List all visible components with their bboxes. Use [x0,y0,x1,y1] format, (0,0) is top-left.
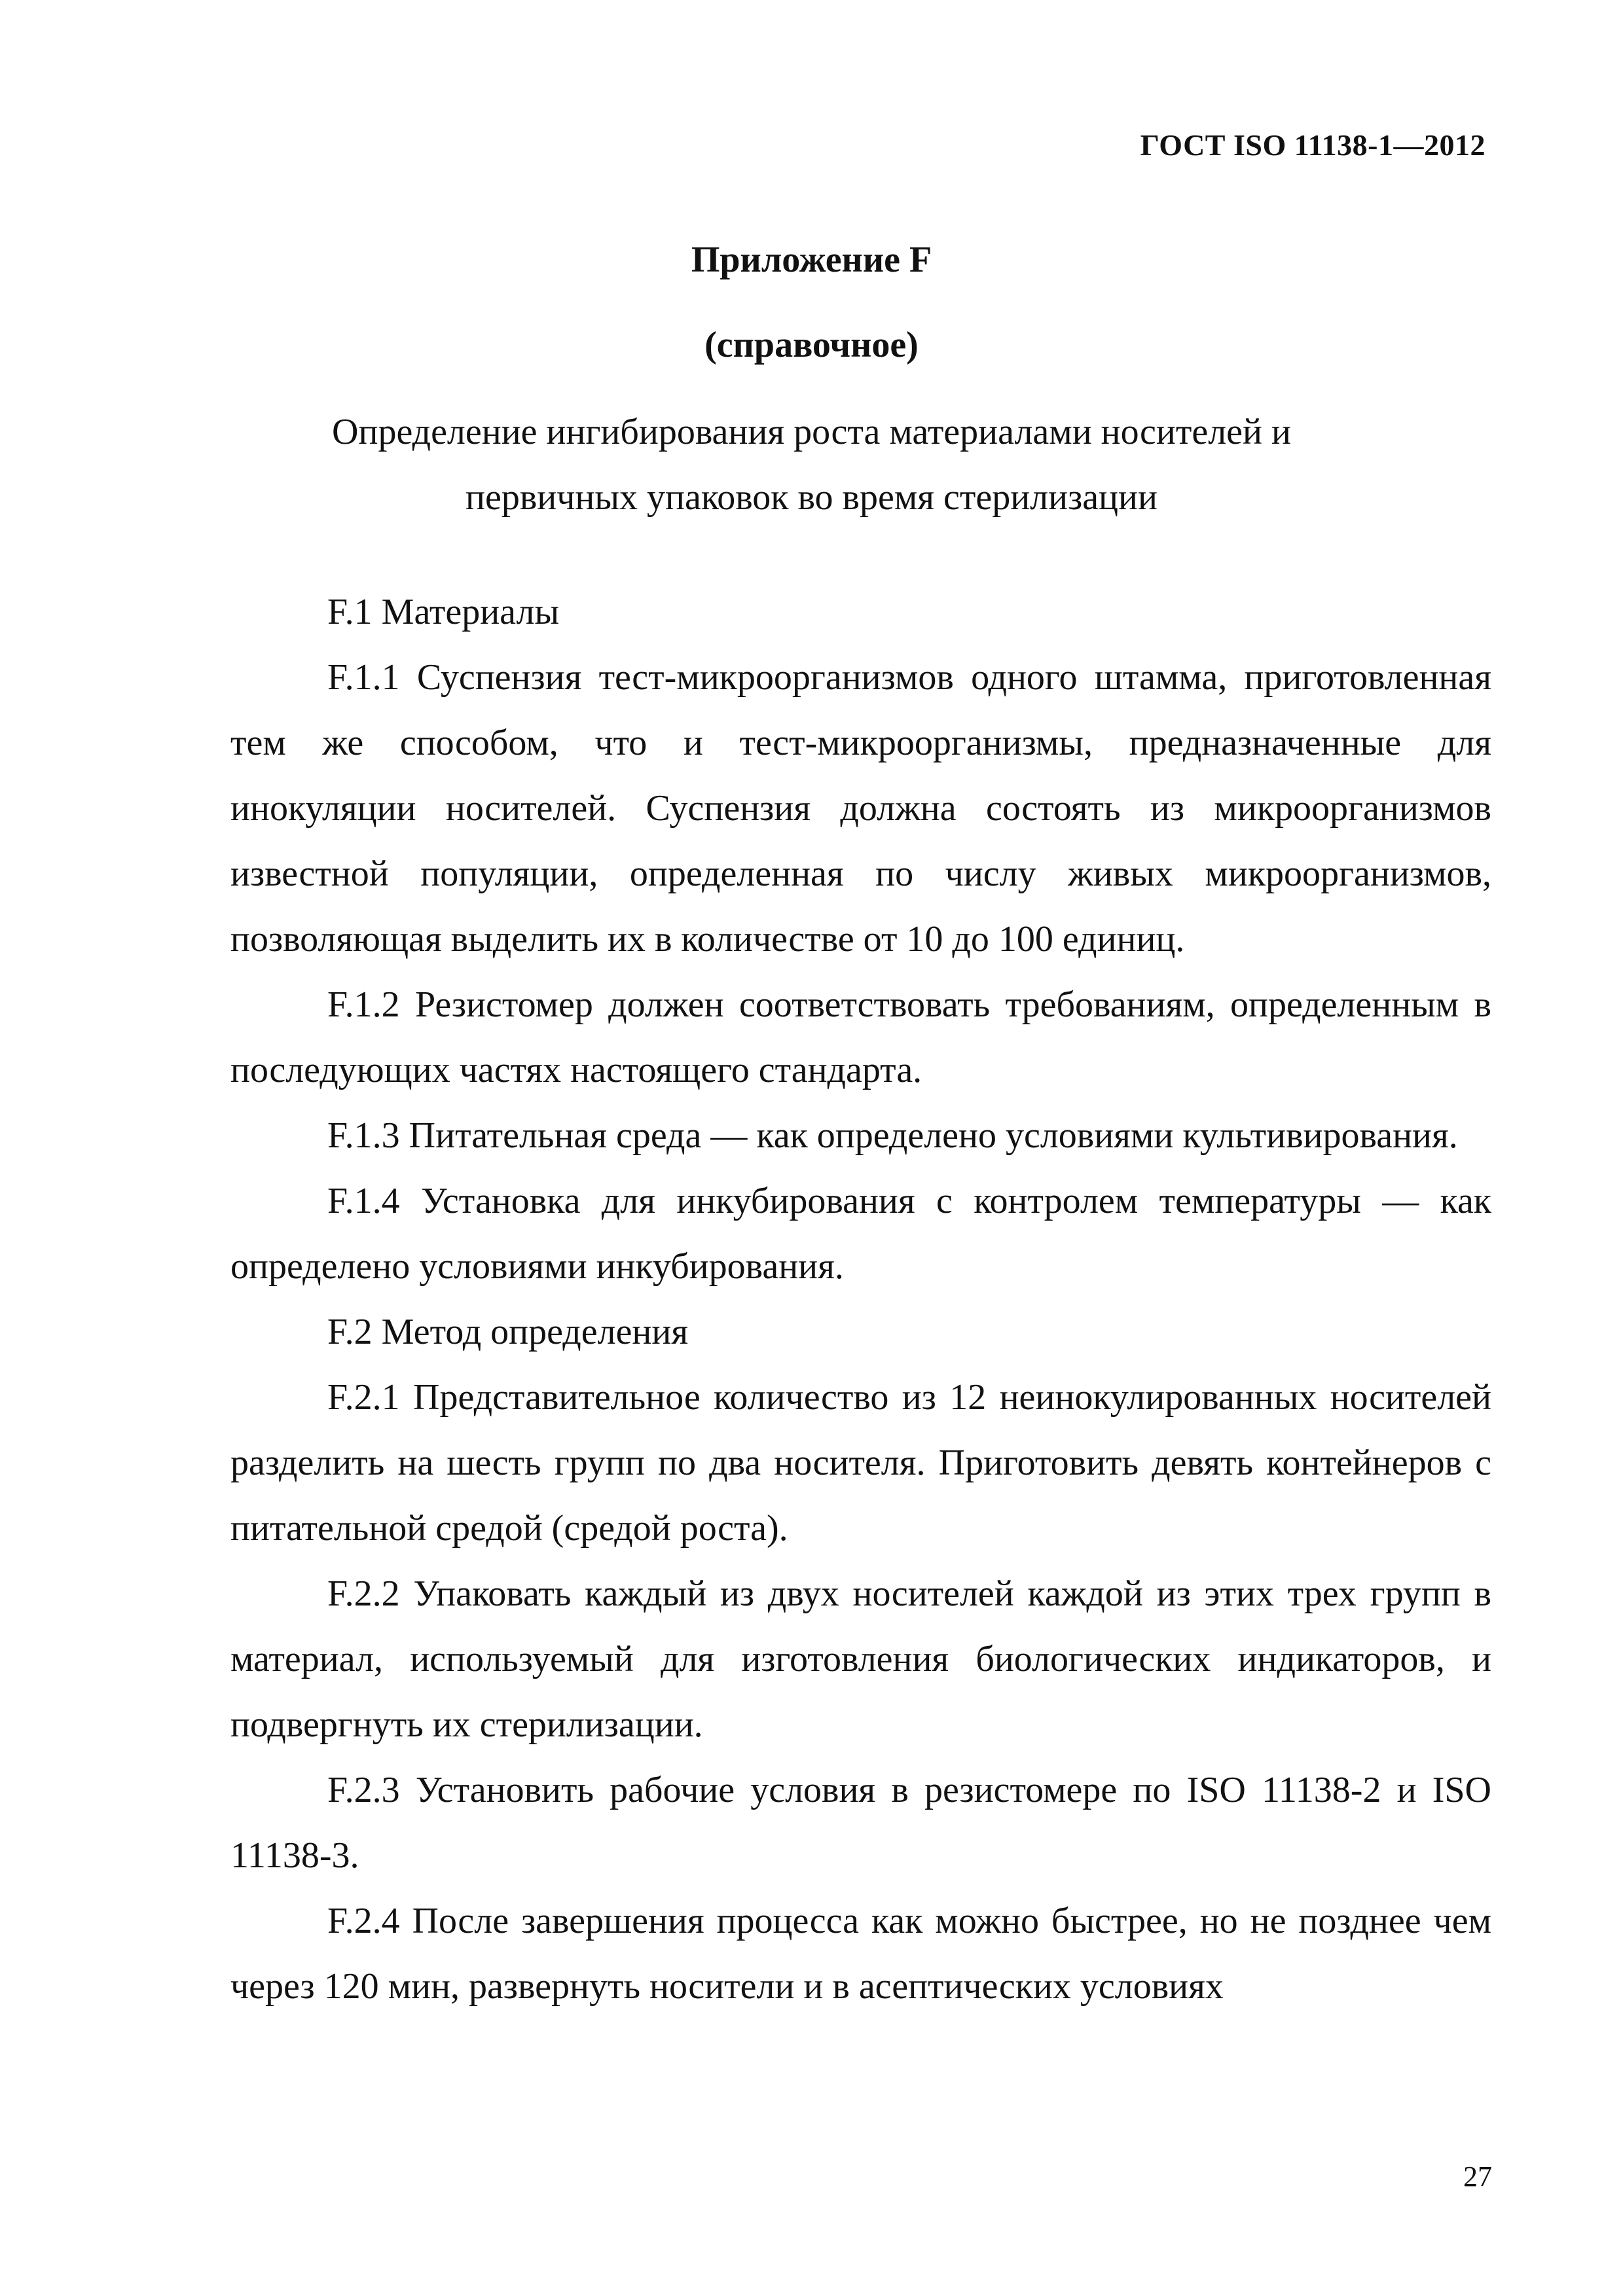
paragraph-f2-2: F.2.2 Упаковать каждый из двух носителей каждой из этих трех групп в материал, используемый для изготовления биологических индикаторов, и подвергнуть их стерилизации. [230,1573,1491,1745]
paragraph-f1-1: F.1.1 Суспензия тест-микроорганизмов одного штамма, приготовленная тем же способом, что и тест-микроорганизмы, предназначенные для инокуляции носителей. Суспензия должна состоять из микроорганизмов известной популяции, определенная по числу живых микроорганизмов, позволяющая выделить их в количестве от 10 до 100 единиц. [230,657,1491,960]
document-body [230,579,1491,2019]
section-heading-f1: F.1 Материалы [327,592,560,632]
annex-heading [0,399,1623,530]
annex-type: (справочное) [704,325,919,365]
page-number: 27 [1463,2161,1492,2193]
paragraph-f1-3: F.1.3 Питательная среда — как определено условиями культивирования. [327,1115,1458,1156]
annex-title: Приложение F [691,240,932,280]
annex-heading-line-2: первичных упаковок во время стерилизации [465,477,1158,518]
document-code: ГОСТ ISO 11138-1—2012 [1140,128,1486,162]
section-heading-f2: F.2 Метод определения [327,1312,689,1352]
annex-heading-line-1: Определение ингибирования роста материалами носителей и [332,412,1291,452]
paragraph-f1-2: F.1.2 Резистомер должен соответствовать требованиям, определенным в последующих частях настоящего стандарта. [230,984,1491,1090]
paragraph-f2-3: F.2.3 Установить рабочие условия в резистомере по ISO 11138-2 и ISO 11138-3. [230,1770,1491,1876]
paragraph-f2-1: F.2.1 Представительное количество из 12 неинокулированных носителей разделить на шесть групп по два носителя. Приготовить девять контейнеров с питательной средой (средой роста). [230,1377,1491,1549]
paragraph-f2-4: F.2.4 После завершения процесса как можно быстрее, но не позднее чем через 120 мин, развернуть носители и в асептических условиях [230,1901,1491,2007]
paragraph-f1-4: F.1.4 Установка для инкубирования с контролем температуры — как определено условиями инкубирования. [230,1181,1491,1287]
